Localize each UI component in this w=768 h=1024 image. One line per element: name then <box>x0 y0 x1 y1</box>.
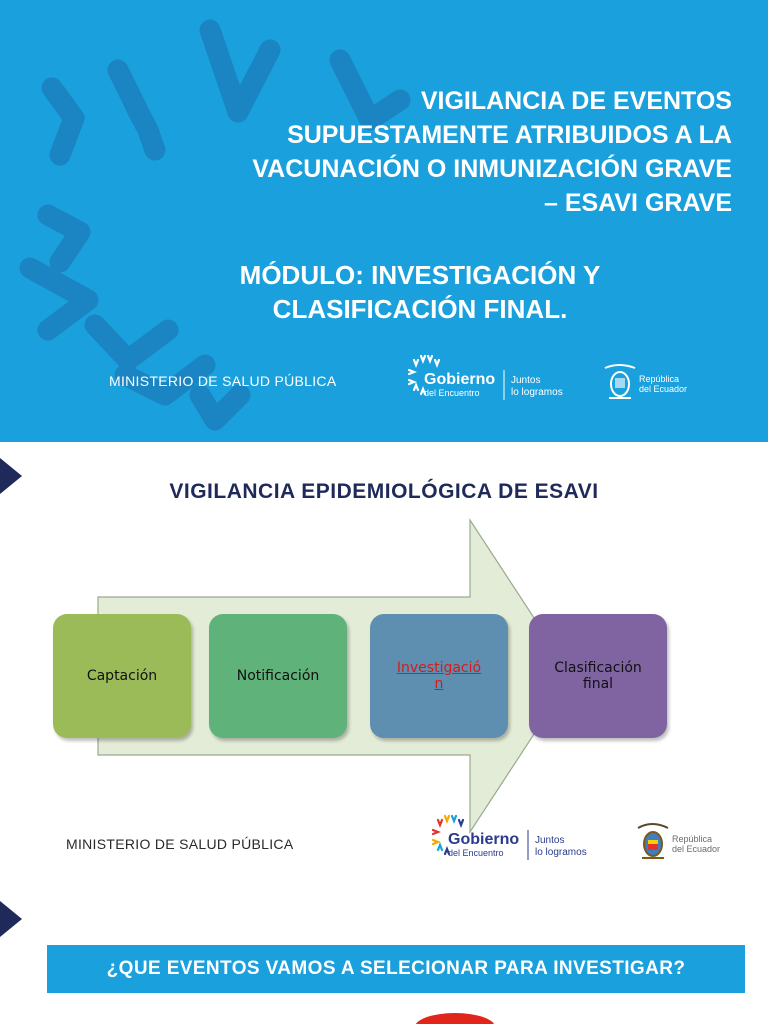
step-label-line: n <box>434 676 444 692</box>
step-label-line: final <box>582 676 614 692</box>
step-label: Notificación <box>236 668 320 684</box>
slide-title: VIGILANCIA EPIDEMIOLÓGICA DE ESAVI <box>169 480 599 503</box>
question-banner: ¿QUE EVENTOS VAMOS A SELECIONAR PARA INVESTIGAR? <box>47 945 745 993</box>
question-slide <box>0 897 768 1024</box>
republica-word: República <box>672 834 713 844</box>
process-slide <box>0 442 768 897</box>
ministry-label: MINISTERIO DE SALUD PÚBLICA <box>109 373 337 389</box>
module-title <box>200 258 640 326</box>
step-clasificacion <box>529 614 667 738</box>
cover-title-line: – ESAVI GRAVE <box>543 189 732 217</box>
ministry-label: MINISTERIO DE SALUD PÚBLICA <box>66 836 294 852</box>
gobierno-logo <box>432 814 612 862</box>
module-title-line: CLASIFICACIÓN FINAL. <box>272 294 568 324</box>
module-title-line: MÓDULO: INVESTIGACIÓN Y <box>239 260 601 290</box>
step-investigacion[interactable] <box>370 614 508 738</box>
gobierno-logo <box>408 354 588 402</box>
red-shape-icon <box>410 1009 500 1024</box>
cover-title-line: SUPUESTAMENTE ATRIBUIDOS A LA <box>287 121 732 149</box>
gobierno-word: Gobierno <box>424 371 496 388</box>
step-label-line: Clasificación <box>554 660 642 676</box>
encuentro-word: del Encuentro <box>424 388 480 398</box>
step-notificacion <box>209 614 347 738</box>
slogan-line: lo logramos <box>511 387 563 398</box>
cover-title-line: VIGILANCIA DE EVENTOS <box>420 87 732 115</box>
step-label-line: Investigació <box>396 660 482 676</box>
cover-title <box>172 84 732 220</box>
ecuador-word: del Ecuador <box>639 384 688 394</box>
step-label: Captación <box>86 668 158 684</box>
coat-of-arms-icon <box>638 824 668 858</box>
republica-word: República <box>639 374 680 384</box>
encuentro-word: del Encuentro <box>448 848 504 858</box>
slogan-line: lo logramos <box>535 847 587 858</box>
coat-of-arms-icon <box>605 365 635 398</box>
ecuador-word: del Ecuador <box>672 844 721 854</box>
republica-logo <box>636 820 736 864</box>
cover-slide <box>0 0 768 442</box>
slide-arrow-icon <box>0 899 24 939</box>
step-captacion <box>53 614 191 738</box>
gobierno-word: Gobierno <box>448 831 520 848</box>
step-label <box>544 660 652 692</box>
step-label-link[interactable] <box>387 660 491 692</box>
republica-logo <box>603 360 703 404</box>
cover-title-line: VACUNACIÓN O INMUNIZACIÓN GRAVE <box>252 155 732 183</box>
slogan-line: Juntos <box>511 375 541 386</box>
slogan-line: Juntos <box>535 835 565 846</box>
